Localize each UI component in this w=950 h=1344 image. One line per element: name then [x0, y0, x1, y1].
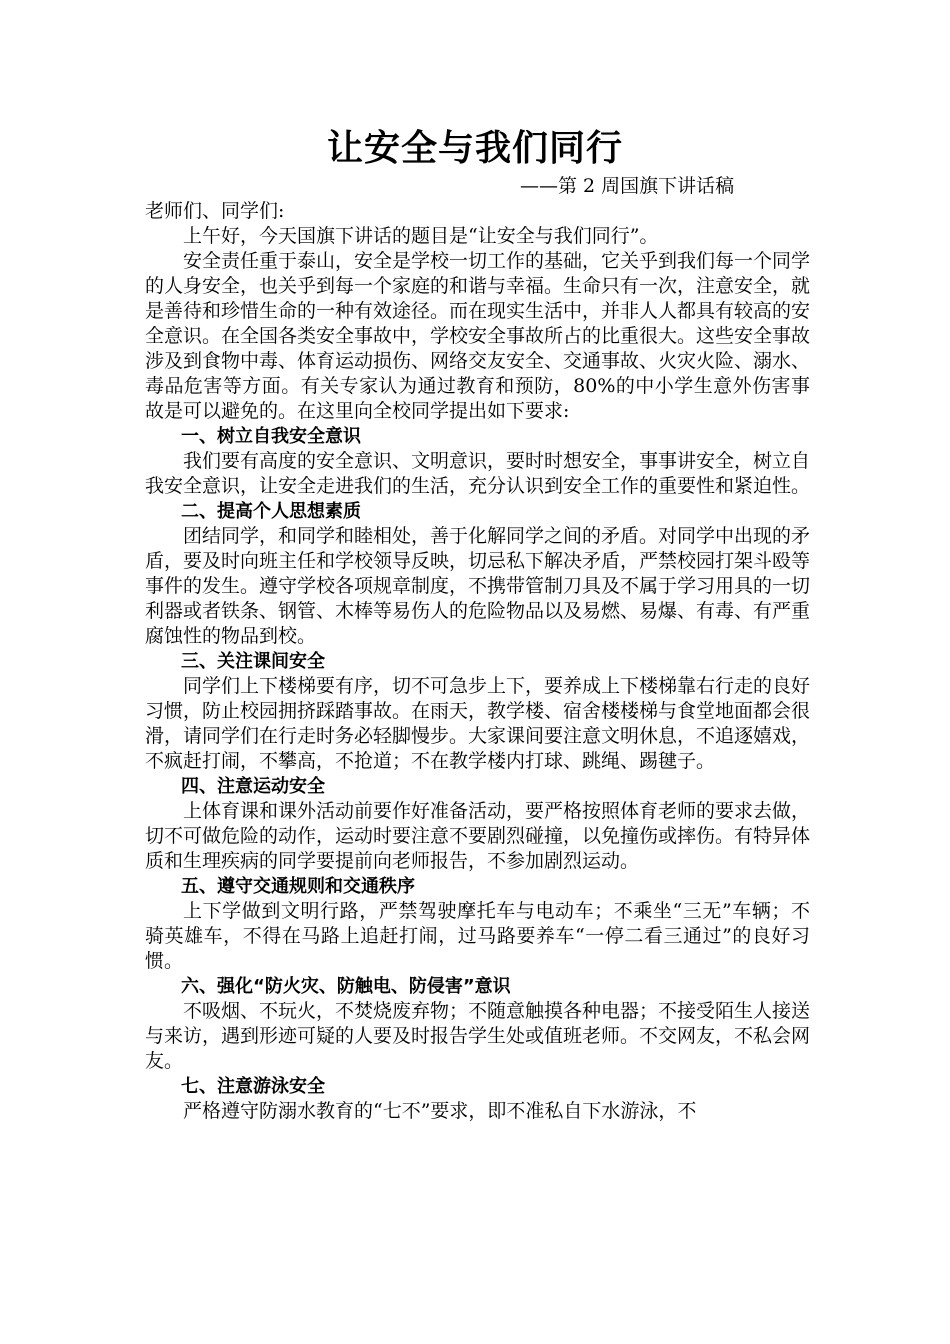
section-text-4: 上体育课和课外活动前要作好准备活动，要严格按照体育老师的要求去做，切不可做危险的动作，运动时要注意不要剧烈碰撞，以免撞伤或摔伤。有特异体质和生理疾病的同学要提前向老师报告，不参加剧烈运动。: [145, 800, 811, 872]
document-subtitle: ——第 2 周国旗下讲话稿: [520, 175, 735, 197]
main-paragraph: 安全责任重于泰山，安全是学校一切工作的基础，它关乎到我们每一个同学的人身安全，也关乎到每一个家庭的和谐与幸福。生命只有一次，注意安全，就是善待和珍惜生命的一种有效途径。而在现实生活中，并非人人都具有较高的安全意识。在全国各类安全事故中，学校安全事故所占的比重很大。这些安全事故涉及到食物中毒、体育运动损伤、网络交友安全、交通事故、火灾火险、溺水、毒品危害等方面。有关专家认为通过教育和预防，80%的中小学生意外伤害事故是可以避免的。在这里向全校同学提出如下要求:: [145, 250, 811, 422]
section-text-3: 同学们上下楼梯要有序，切不可急步上下，要养成上下楼梯靠右行走的良好习惯，防止校园拥挤踩踏事故。在雨天，教学楼、宿舍楼楼梯与食堂地面都会很滑，请同学们在行走时务必轻脚慢步。大家课间要注意文明休息，不追逐嬉戏，不疯赶打闹，不攀高，不抢道；不在教学楼内打球、跳绳、踢毽子。: [145, 675, 811, 772]
section-heading-2: 二、提高个人思想素质: [181, 501, 361, 522]
intro-paragraph: 上午好，今天国旗下讲话的题目是“让安全与我们同行”。: [183, 225, 659, 247]
section-heading-4: 四、注意运动安全: [181, 776, 325, 797]
salutation: 老师们、同学们:: [145, 200, 285, 222]
section-text-1: 我们要有高度的安全意识、文明意识，要时时想安全，事事讲安全，树立自我安全意识，让安全走进我们的生活，充分认识到安全工作的重要性和紧迫性。: [145, 450, 811, 497]
section-heading-6: 六、强化“防火灾、防触电、防侵害”意识: [181, 976, 511, 997]
section-text-5: 上下学做到文明行路，严禁驾驶摩托车与电动车；不乘坐“三无”车辆；不骑英雄车，不得在马路上追赶打闹，过马路要养车“一停二看三通过”的良好习惯。: [145, 900, 810, 972]
document-title: 让安全与我们同行: [326, 128, 623, 169]
section-text-7: 严格遵守防溺水教育的“七不”要求，即不准私自下水游泳，不: [183, 1100, 697, 1122]
section-heading-7: 七、注意游泳安全: [181, 1076, 325, 1097]
section-heading-3: 三、关注课间安全: [181, 651, 325, 672]
section-heading-1: 一、树立自我安全意识: [181, 426, 361, 447]
section-text-2: 团结同学，和同学和睦相处，善于化解同学之间的矛盾。对同学中出现的矛盾，要及时向班主任和学校领导反映，切忌私下解决矛盾，严禁校园打架斗殴等事件的发生。遵守学校各项规章制度，不携带管制刀具及不属于学习用具的一切利器或者铁条、钢管、木棒等易伤人的危险物品以及易燃、易爆、有毒、有严重腐蚀性的物品到校。: [145, 525, 811, 647]
document-body: [145, 199, 810, 1124]
section-heading-5: 五、遵守交通规则和交通秩序: [181, 876, 415, 897]
section-text-6: 不吸烟、不玩火，不焚烧废弃物；不随意触摸各种电器；不接受陌生人接送与来访，遇到形迹可疑的人要及时报告学生处或值班老师。不交网友，不私会网友。: [145, 1000, 811, 1072]
